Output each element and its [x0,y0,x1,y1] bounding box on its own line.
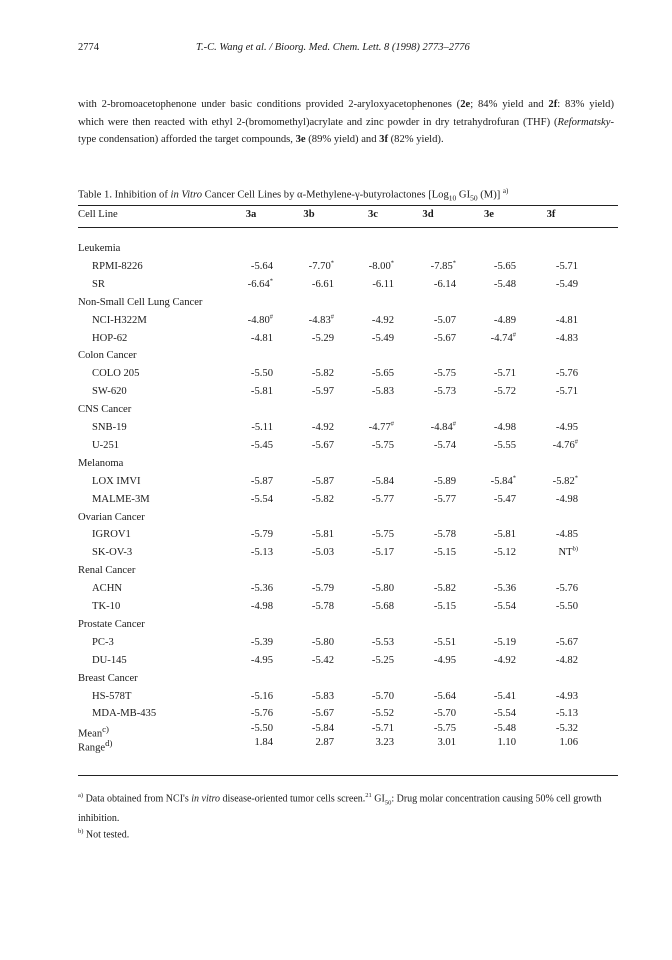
value-cell: -5.78 [311,601,334,612]
value-cell: -4.74# [490,330,516,344]
category-label: Prostate Cancer [78,618,145,630]
footnote-subscript: 50 [384,799,392,807]
row-label: IGROV1 [92,529,131,541]
paragraph-text: (82% yield). [387,134,444,145]
value-cell: -5.50 [555,601,578,612]
value-cell: -5.70 [371,690,394,702]
value-cell: -7.85* [430,259,456,272]
value-cell: 1.10 [497,737,516,749]
value-cell: -4.95 [555,422,578,433]
table-bottom-rule [78,775,618,776]
footnote-text: : Drug molar concentration causing 50% cell growth inhibition. [78,793,602,825]
value-cell: -5.54 [493,708,516,720]
compound-label: 2f [548,99,558,110]
caption-text: Table 1. Inhibition of [78,189,171,201]
category-row [78,671,618,687]
value-cell: -5.52 [371,708,394,720]
value-cell: -5.82 [311,368,334,380]
value-cell: -7.70* [308,259,334,272]
category-label: Breast Cancer [78,672,138,684]
table-row [78,581,618,597]
value-cell: -5.84 [311,723,334,735]
value-cell: -5.76 [555,368,578,380]
category-label: Non-Small Cell Lung Cancer [78,296,203,308]
value-cell: -4.92 [311,422,334,433]
value-cell: -4.92 [493,654,516,666]
value-cell: -5.84 [371,475,394,487]
footnote-emphasis: in vitro [191,793,221,805]
category-row [78,563,618,579]
value-cell: -5.77 [433,493,456,505]
value-cell: -5.82 [433,583,456,595]
value-cell: -5.78 [433,529,456,541]
value-cell: -4.83# [308,313,334,326]
table-header-rule [78,227,618,228]
paragraph-text: : 83% yield) which were then reacted with ethyl 2-(bromomethyl)acrylate and zinc powder in dry tetrahydrofuran (THF) ( [78,99,614,128]
value-cell: -5.82 [311,493,334,505]
value-cell: -4.93 [555,690,578,702]
paragraph-emphasis: Reformatsky [557,116,611,128]
value-cell: -4.81 [555,314,578,326]
value-cell: -5.41 [493,690,516,702]
paragraph-text: ; 84% yield and [470,99,549,110]
value-cell: -5.70 [433,708,456,720]
value-cell: -4.85 [555,529,578,541]
compound-label: 2e [460,99,471,110]
running-title: T.-C. Wang et al. / Bioorg. Med. Chem. Lett. 8 (1998) 2773–2776 [196,42,470,53]
value-cell: -6.14 [433,278,456,290]
paragraph-text: -type condensation) afforded the target compounds, [78,116,614,145]
row-label: MDA-MB-435 [92,708,157,720]
value-cell: -5.67 [311,439,334,451]
value-cell: -5.75 [433,723,456,735]
caption-text: (M)] [477,189,503,201]
value-cell: 2.87 [315,737,334,749]
caption-subscript: 50 [470,193,478,203]
table-row [78,277,618,293]
value-cell: 3.01 [437,737,456,749]
table-row [78,706,618,722]
category-label: Ovarian Cancer [78,511,145,523]
row-label: PC-3 [92,636,114,648]
value-cell: -5.80 [311,636,334,648]
value-cell: -5.36 [250,583,273,595]
value-cell: -5.15 [433,547,456,559]
row-label: ACHN [92,583,123,595]
value-cell: -5.75 [433,368,456,380]
value-cell: -5.83 [371,386,394,398]
row-label: RPMI-8226 [92,260,143,272]
value-cell: -5.32 [555,723,578,735]
value-cell: -5.13 [555,708,578,720]
row-label: HOP-62 [92,332,128,344]
value-cell: -5.79 [311,583,334,595]
row-label: COLO 205 [92,368,140,380]
value-cell: -4.98 [493,422,516,433]
value-cell: -5.54 [250,493,273,505]
value-cell: -5.16 [250,690,273,702]
row-label: SNB-19 [92,422,127,433]
paragraph-text: (89% yield) and [305,134,380,145]
footnote-text: Not tested. [83,829,130,841]
value-cell: -5.71 [555,386,578,398]
table-header-row [78,207,618,223]
caption-text: Cancer Cell Lines by α-Methylene-γ-butyrolactones [Log [202,189,449,201]
row-label: MALME-3M [92,493,150,505]
table-row [78,653,618,669]
table-row [78,527,618,543]
reference-mark: 21 [365,792,372,799]
value-cell: -4.84# [430,420,456,433]
value-cell: -4.77# [368,420,394,433]
value-cell: -5.36 [493,583,516,595]
value-cell: -5.12 [493,547,516,559]
category-label: Leukemia [78,243,121,254]
value-cell: -5.84* [490,474,516,487]
value-cell: -5.81 [311,529,334,541]
value-cell: -5.82* [552,474,578,487]
value-cell: -5.71 [555,260,578,272]
value-cell: -5.67 [555,636,578,648]
value-cell: -4.80# [247,313,273,326]
row-label: Range$^{d)}$ [78,738,113,754]
footnote-b [78,824,618,843]
value-cell: -4.95 [250,654,273,666]
table-row [78,331,618,347]
value-cell: -5.76 [250,708,273,720]
header-3a: 3a [245,209,257,220]
row-label: TK-10 [92,601,121,612]
value-cell: -4.89 [493,314,516,326]
table-row [78,545,618,561]
value-cell: -5.97 [311,386,334,398]
footnote-text: GI [371,793,385,805]
value-cell: -5.50 [250,723,273,735]
value-cell: -4.92 [371,314,394,326]
value-cell: -5.19 [493,636,516,648]
value-cell: -5.49 [371,332,394,344]
category-row [78,402,618,418]
category-row [78,348,618,364]
value-cell: -5.87 [250,475,273,487]
category-label: Renal Cancer [78,565,136,577]
table-caption [78,187,618,203]
running-header [78,42,618,56]
category-label: Melanoma [78,457,124,469]
value-cell: -5.51 [433,636,456,648]
table-row [78,384,618,400]
value-cell: -5.15 [433,601,456,612]
value-cell: -5.07 [433,314,456,326]
value-cell: -4.98 [250,601,273,612]
value-cell: -5.81 [250,386,273,398]
row-label: LOX IMVI [92,475,141,487]
value-cell: -5.03 [311,547,334,559]
value-cell: -5.68 [371,601,394,612]
table-row [78,635,618,651]
value-cell: -5.42 [311,654,334,666]
value-cell: -5.29 [311,332,334,344]
page-number: 2774 [78,42,99,53]
caption-emphasis: in Vitro [170,189,203,201]
category-row [78,617,618,633]
row-label: SK-OV-3 [92,547,133,559]
header-cell-line: Cell Line [78,209,118,220]
table-row [78,438,618,454]
value-cell: -5.80 [371,583,394,595]
value-cell: -5.67 [311,708,334,720]
footnote-text: disease-oriented tumor cells screen. [220,793,366,805]
value-cell: -5.45 [250,439,273,451]
table-row [78,420,618,436]
value-cell: -5.49 [555,278,578,290]
value-cell: -4.95 [433,654,456,666]
header-3c: 3c [368,209,378,220]
value-cell: -5.74 [433,439,456,451]
value-cell: -5.89 [433,475,456,487]
value-cell: -5.77 [371,493,394,505]
table-row [78,689,618,705]
value-cell: -5.79 [250,529,273,541]
value-cell: -5.53 [371,636,394,648]
value-cell: -5.25 [371,654,394,666]
value-cell: -5.11 [251,422,273,433]
table-row [78,599,618,615]
category-row [78,456,618,472]
value-cell: -5.72 [493,386,516,398]
value-cell: -5.76 [555,583,578,595]
footnote-a [78,788,618,827]
footnote-mark: a) [78,792,84,799]
value-cell: -5.55 [493,439,516,451]
category-row [78,510,618,526]
value-cell: -5.54 [493,601,516,612]
value-cell: -5.71 [493,368,516,380]
caption-subscript: 10 [448,193,457,203]
value-cell: 1.84 [254,737,273,749]
value-cell: -5.13 [250,547,273,559]
value-cell: -5.39 [250,636,273,648]
value-cell: -4.81 [250,332,273,344]
compound-label: 3f [379,134,388,145]
value-cell: -5.81 [493,529,516,541]
row-label: NCI-H322M [92,314,147,326]
value-cell: -5.65 [371,368,394,380]
header-3d: 3d [422,209,434,220]
table-row [78,259,618,275]
value-cell: -4.83 [555,332,578,344]
header-3b: 3b [303,209,315,220]
footnote-text: Data obtained from NCI's [83,793,192,805]
value-cell: -5.64 [433,690,456,702]
table-row [78,492,618,508]
value-cell: -5.17 [371,547,394,559]
row-label: DU-145 [92,654,127,666]
value-cell: -5.67 [433,332,456,344]
row-label: U-251 [92,439,120,451]
value-cell: -5.64 [250,260,273,272]
value-cell: -5.75 [371,529,394,541]
row-label: SW-620 [92,386,127,398]
row-label: SR [92,278,105,290]
value-cell: -5.47 [493,493,516,505]
value-cell: -4.82 [555,654,578,666]
compound-label: 3e [295,134,306,145]
value-cell: -6.61 [311,278,334,290]
value-cell: -5.87 [311,475,334,487]
value-cell: -5.75 [371,439,394,451]
category-label: CNS Cancer [78,404,132,416]
value-cell: -4.76# [552,438,578,451]
caption-text: GI [456,189,471,201]
value-cell: -5.83 [311,690,334,702]
category-row [78,295,618,311]
body-paragraph [78,96,614,149]
value-cell: -5.65 [493,260,516,272]
row-label: HS-578T [92,690,132,702]
value-cell: -8.00* [368,259,394,272]
value-cell: -6.64* [247,277,273,290]
category-row [78,241,618,257]
summary-row [78,735,618,754]
table-top-rule [78,205,618,206]
value-cell: NT$^{b)}$ [558,545,578,559]
value-cell: 3.23 [375,737,394,749]
value-cell: -4.98 [555,493,578,505]
table-row [78,313,618,329]
category-label: Colon Cancer [78,350,137,362]
row-label: Mean$^{c)}$ [78,724,109,740]
value-cell: -5.48 [493,278,516,290]
value-cell: -5.71 [371,723,394,735]
table-row [78,474,618,490]
header-3e: 3e [484,209,494,220]
value-cell: -5.48 [493,723,516,735]
value-cell: -6.11 [372,278,394,290]
value-cell: 1.06 [559,737,578,749]
header-3f: 3f [546,209,556,220]
table-row [78,366,618,382]
value-cell: -5.73 [433,386,456,398]
paragraph-text: with 2-bromoacetophenone under basic conditions provided 2-aryloxyacetophenones ( [78,99,461,110]
footnote-mark: b) [78,828,84,835]
value-cell: -5.50 [250,368,273,380]
caption-footnote-mark: a) [502,187,509,195]
